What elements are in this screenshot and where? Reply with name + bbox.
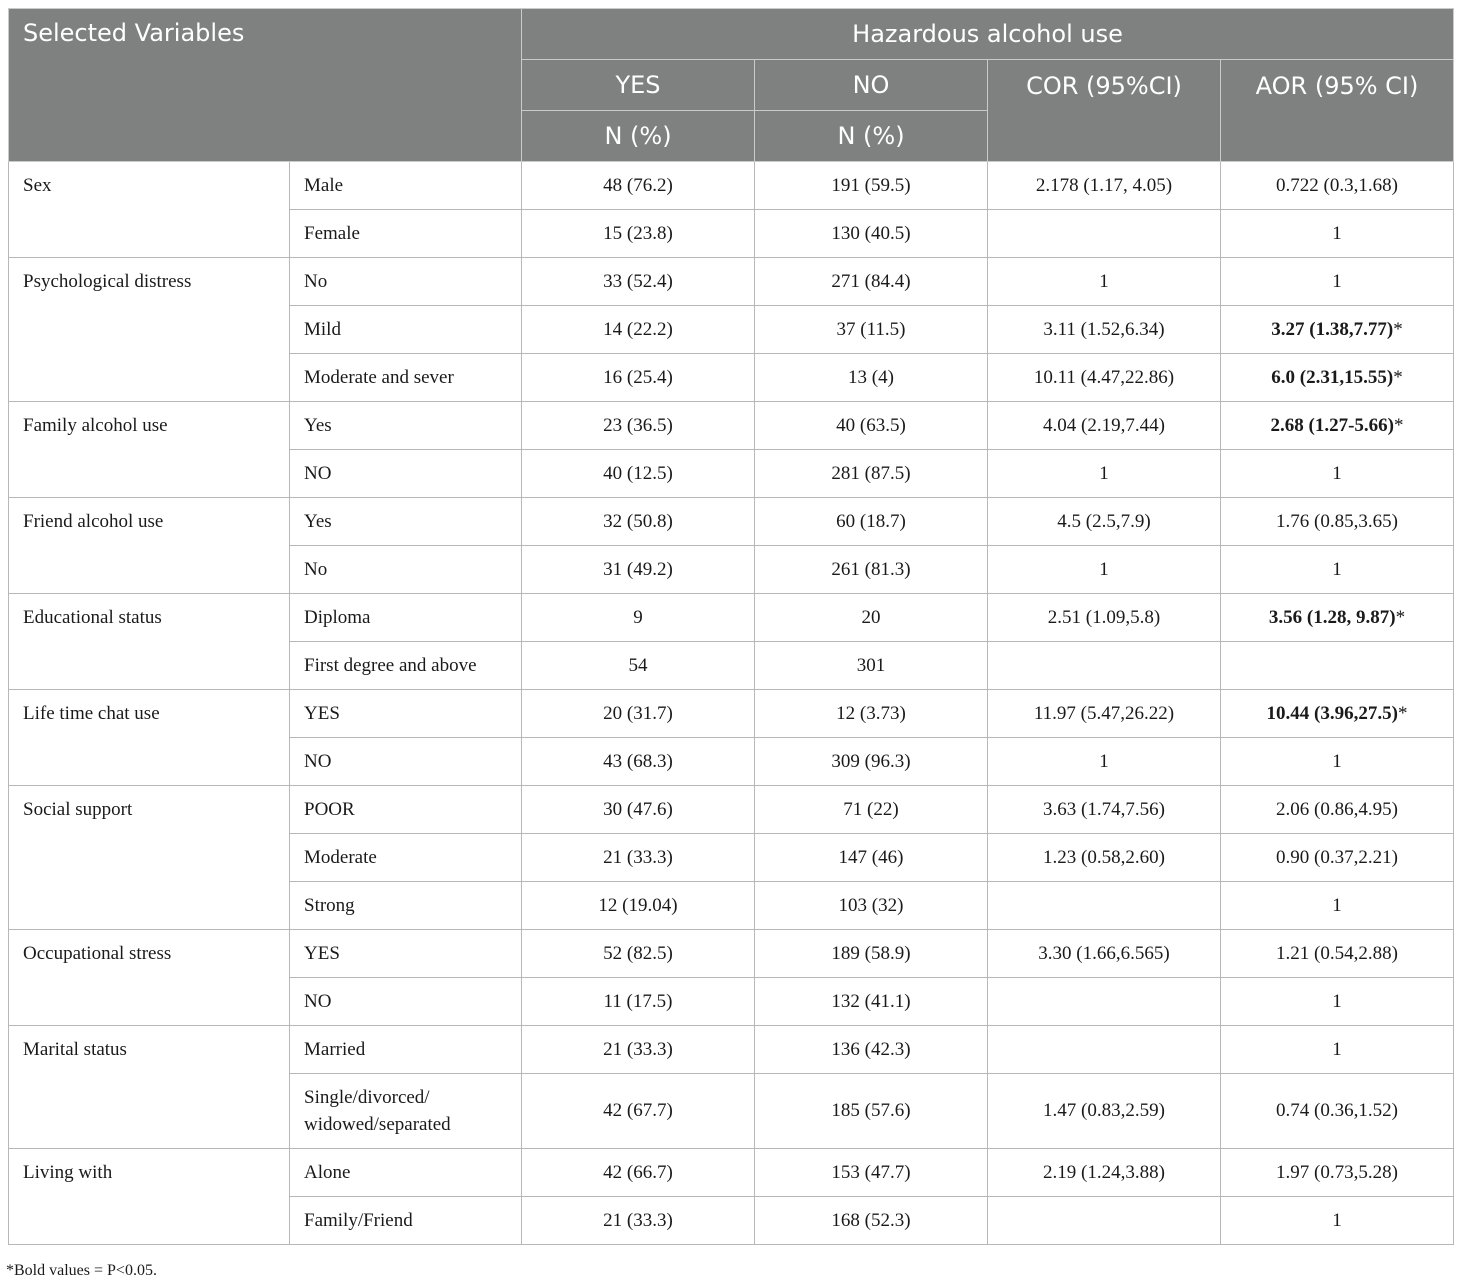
category-cell: NO — [290, 978, 522, 1026]
yes-count-cell: 21 (33.3) — [522, 834, 755, 882]
no-count-cell: 153 (47.7) — [755, 1149, 988, 1197]
yes-count-cell: 16 (25.4) — [522, 354, 755, 402]
cor-cell: 2.51 (1.09,5.8) — [988, 594, 1221, 642]
table-row — [9, 162, 1454, 210]
aor-cell: 1 — [1221, 210, 1454, 258]
no-count-cell: 185 (57.6) — [755, 1074, 988, 1149]
aor-cell — [1221, 402, 1454, 450]
variable-cell: Marital status — [9, 1026, 290, 1149]
aor-value-significant: 3.56 (1.28, 9.87) — [1268, 606, 1396, 628]
aor-cell: 1.97 (0.73,5.28) — [1221, 1149, 1454, 1197]
header-no: NO — [755, 60, 988, 111]
variable-cell: Psychological distress — [9, 258, 290, 402]
cor-cell — [988, 978, 1221, 1026]
aor-cell — [1221, 354, 1454, 402]
no-count-cell: 301 — [755, 642, 988, 690]
aor-cell — [1221, 642, 1454, 690]
table-header — [9, 9, 1454, 162]
aor-cell: 1.21 (0.54,2.88) — [1221, 930, 1454, 978]
category-cell: YES — [290, 690, 522, 738]
significance-marker: * — [1393, 366, 1403, 388]
cor-cell: 1 — [988, 738, 1221, 786]
table-row — [9, 1149, 1454, 1197]
aor-cell: 2.06 (0.86,4.95) — [1221, 786, 1454, 834]
category-cell: First degree and above — [290, 642, 522, 690]
table-row — [9, 594, 1454, 642]
header-cor: COR (95%CI) — [988, 60, 1221, 162]
significance-marker: * — [1394, 414, 1404, 436]
yes-count-cell: 52 (82.5) — [522, 930, 755, 978]
yes-count-cell: 43 (68.3) — [522, 738, 755, 786]
significance-marker: * — [1395, 606, 1406, 628]
no-count-cell: 37 (11.5) — [755, 306, 988, 354]
aor-cell: 1 — [1221, 1197, 1454, 1245]
aor-value-significant: 10.44 (3.96,27.5) — [1266, 702, 1398, 724]
cor-cell: 1.47 (0.83,2.59) — [988, 1074, 1221, 1149]
header-n-no: N (%) — [755, 111, 988, 162]
category-cell: No — [290, 546, 522, 594]
variable-cell: Social support — [9, 786, 290, 930]
cor-cell: 1 — [988, 258, 1221, 306]
category-cell: Female — [290, 210, 522, 258]
footnote: *Bold values = P<0.05. — [6, 1262, 157, 1279]
cor-cell: 3.11 (1.52,6.34) — [988, 306, 1221, 354]
header-yes: YES — [522, 60, 755, 111]
aor-value-significant: 6.0 (2.31,15.55) — [1271, 366, 1394, 388]
variable-cell: Educational status — [9, 594, 290, 690]
yes-count-cell: 11 (17.5) — [522, 978, 755, 1026]
category-cell: Diploma — [290, 594, 522, 642]
table-row — [9, 258, 1454, 306]
table-body — [9, 162, 1454, 1245]
yes-count-cell: 30 (47.6) — [522, 786, 755, 834]
aor-cell: 0.74 (0.36,1.52) — [1221, 1074, 1454, 1149]
table-row — [9, 498, 1454, 546]
header-group-title: Hazardous alcohol use — [522, 9, 1454, 60]
category-cell: Alone — [290, 1149, 522, 1197]
no-count-cell: 168 (52.3) — [755, 1197, 988, 1245]
category-cell: Family/Friend — [290, 1197, 522, 1245]
cor-cell: 11.97 (5.47,26.22) — [988, 690, 1221, 738]
cor-cell: 4.5 (2.5,7.9) — [988, 498, 1221, 546]
yes-count-cell: 31 (49.2) — [522, 546, 755, 594]
aor-cell: 0.90 (0.37,2.21) — [1221, 834, 1454, 882]
cor-cell — [988, 642, 1221, 690]
table-row — [9, 1026, 1454, 1074]
category-cell: Mild — [290, 306, 522, 354]
cor-cell: 1.23 (0.58,2.60) — [988, 834, 1221, 882]
aor-value-significant: 2.68 (1.27-5.66) — [1270, 414, 1394, 436]
yes-count-cell: 54 — [522, 642, 755, 690]
aor-cell — [1221, 306, 1454, 354]
category-cell: Yes — [290, 402, 522, 450]
yes-count-cell: 32 (50.8) — [522, 498, 755, 546]
aor-cell: 1 — [1221, 450, 1454, 498]
category-cell: Moderate and sever — [290, 354, 522, 402]
header-selected-variables: Selected Variables — [9, 9, 522, 162]
aor-cell: 1 — [1221, 546, 1454, 594]
aor-cell: 1 — [1221, 258, 1454, 306]
aor-cell: 1 — [1221, 978, 1454, 1026]
no-count-cell: 103 (32) — [755, 882, 988, 930]
yes-count-cell: 40 (12.5) — [522, 450, 755, 498]
yes-count-cell: 48 (76.2) — [522, 162, 755, 210]
cor-cell: 1 — [988, 450, 1221, 498]
variable-cell: Living with — [9, 1149, 290, 1245]
yes-count-cell: 42 (66.7) — [522, 1149, 755, 1197]
no-count-cell: 281 (87.5) — [755, 450, 988, 498]
no-count-cell: 40 (63.5) — [755, 402, 988, 450]
variable-cell: Life time chat use — [9, 690, 290, 786]
yes-count-cell: 12 (19.04) — [522, 882, 755, 930]
yes-count-cell: 21 (33.3) — [522, 1026, 755, 1074]
table-row — [9, 930, 1454, 978]
results-table — [8, 8, 1454, 1245]
yes-count-cell: 9 — [522, 594, 755, 642]
table-container — [8, 8, 1453, 1245]
header-n-yes: N (%) — [522, 111, 755, 162]
cor-cell: 10.11 (4.47,22.86) — [988, 354, 1221, 402]
aor-cell: 1 — [1221, 738, 1454, 786]
no-count-cell: 189 (58.9) — [755, 930, 988, 978]
significance-marker: * — [1393, 318, 1403, 340]
category-cell: Married — [290, 1026, 522, 1074]
category-cell: NO — [290, 738, 522, 786]
category-cell: POOR — [290, 786, 522, 834]
category-cell: Male — [290, 162, 522, 210]
no-count-cell: 147 (46) — [755, 834, 988, 882]
cor-cell — [988, 882, 1221, 930]
aor-cell — [1221, 690, 1454, 738]
no-count-cell: 130 (40.5) — [755, 210, 988, 258]
yes-count-cell: 14 (22.2) — [522, 306, 755, 354]
no-count-cell: 132 (41.1) — [755, 978, 988, 1026]
aor-value-significant: 3.27 (1.38,7.77) — [1271, 318, 1394, 340]
cor-cell — [988, 1197, 1221, 1245]
cor-cell: 2.178 (1.17, 4.05) — [988, 162, 1221, 210]
table-row — [9, 690, 1454, 738]
category-cell: YES — [290, 930, 522, 978]
category-cell: Yes — [290, 498, 522, 546]
table-row — [9, 786, 1454, 834]
aor-cell: 1.76 (0.85,3.65) — [1221, 498, 1454, 546]
significance-marker: * — [1397, 702, 1408, 724]
aor-cell: 1 — [1221, 882, 1454, 930]
no-count-cell: 12 (3.73) — [755, 690, 988, 738]
yes-count-cell: 15 (23.8) — [522, 210, 755, 258]
category-cell: Single/divorced/ widowed/separated — [290, 1074, 522, 1149]
header-aor: AOR (95% CI) — [1221, 60, 1454, 162]
no-count-cell: 20 — [755, 594, 988, 642]
yes-count-cell: 42 (67.7) — [522, 1074, 755, 1149]
no-count-cell: 71 (22) — [755, 786, 988, 834]
no-count-cell: 136 (42.3) — [755, 1026, 988, 1074]
no-count-cell: 261 (81.3) — [755, 546, 988, 594]
no-count-cell: 13 (4) — [755, 354, 988, 402]
yes-count-cell: 23 (36.5) — [522, 402, 755, 450]
cor-cell: 1 — [988, 546, 1221, 594]
no-count-cell: 309 (96.3) — [755, 738, 988, 786]
cor-cell: 2.19 (1.24,3.88) — [988, 1149, 1221, 1197]
cor-cell: 4.04 (2.19,7.44) — [988, 402, 1221, 450]
aor-cell: 0.722 (0.3,1.68) — [1221, 162, 1454, 210]
yes-count-cell: 21 (33.3) — [522, 1197, 755, 1245]
table-row — [9, 402, 1454, 450]
variable-cell: Friend alcohol use — [9, 498, 290, 594]
category-cell: No — [290, 258, 522, 306]
cor-cell — [988, 1026, 1221, 1074]
variable-cell: Occupational stress — [9, 930, 290, 1026]
yes-count-cell: 20 (31.7) — [522, 690, 755, 738]
yes-count-cell: 33 (52.4) — [522, 258, 755, 306]
aor-cell: 1 — [1221, 1026, 1454, 1074]
category-cell: Moderate — [290, 834, 522, 882]
no-count-cell: 271 (84.4) — [755, 258, 988, 306]
variable-cell: Family alcohol use — [9, 402, 290, 498]
aor-cell — [1221, 594, 1454, 642]
cor-cell — [988, 210, 1221, 258]
category-cell: Strong — [290, 882, 522, 930]
no-count-cell: 60 (18.7) — [755, 498, 988, 546]
variable-cell: Sex — [9, 162, 290, 258]
cor-cell: 3.63 (1.74,7.56) — [988, 786, 1221, 834]
no-count-cell: 191 (59.5) — [755, 162, 988, 210]
category-cell: NO — [290, 450, 522, 498]
cor-cell: 3.30 (1.66,6.565) — [988, 930, 1221, 978]
